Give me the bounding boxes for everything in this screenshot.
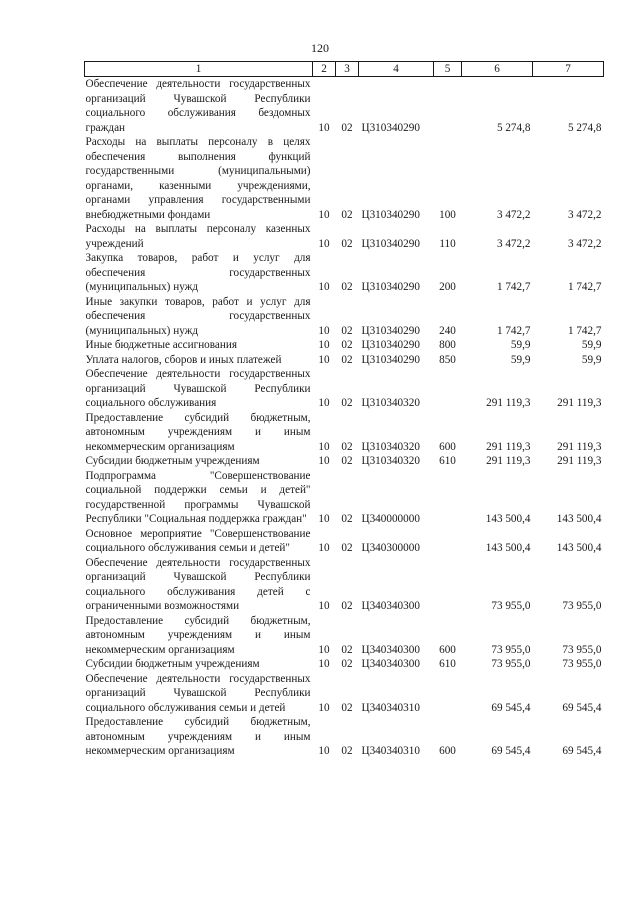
table-row (85, 295, 604, 339)
row-section-cell: 10 (318, 513, 330, 525)
header-cell-name: 1 (85, 62, 313, 77)
row-amount-2-cell: 5 274,8 (567, 121, 602, 134)
row-amount-1-cell: 291 119,3 (486, 397, 531, 409)
row-expense-type-cell (434, 367, 462, 411)
table-row (85, 527, 604, 556)
table-body (85, 77, 604, 759)
table-row (85, 338, 604, 353)
table-row (85, 77, 604, 136)
table-row (85, 367, 604, 411)
row-expense-type-cell: 600 (439, 745, 456, 757)
row-target-code-cell: Ц340340300 (361, 600, 420, 612)
row-expense-type-cell (434, 672, 462, 716)
table-row (85, 353, 604, 368)
row-subsection-cell: 02 (341, 542, 353, 554)
row-expense-type-cell (434, 527, 462, 556)
row-expense-type-cell: 600 (439, 440, 456, 453)
row-amount-2-cell: 73 955,0 (562, 643, 602, 656)
row-amount-1-cell: 3 472,2 (496, 237, 531, 250)
row-subsection-cell: 02 (341, 701, 353, 714)
row-section-cell: 10 (318, 353, 330, 366)
row-amount-1-cell: 3 472,2 (496, 208, 531, 221)
row-subsection-cell: 02 (341, 658, 353, 670)
row-target-code-cell: Ц310340290 (361, 324, 420, 337)
row-name-cell: Предоставление субсидий бюджетным, автономным учреждениям и иным некоммерческим организациям (85, 411, 311, 453)
row-section-cell: 10 (318, 339, 330, 351)
table-row (85, 672, 604, 716)
row-target-code-cell: Ц310340290 (361, 281, 420, 293)
row-name-cell: Закупка товаров, работ и услуг для обеспечения государственных (муниципальных) нужд (85, 252, 311, 293)
header-cell-subsection: 3 (336, 62, 359, 77)
header-row (85, 62, 604, 77)
table-row (85, 222, 604, 251)
header-cell-expense-type: 5 (434, 62, 462, 77)
row-name-cell: Основное мероприятие "Совершенствование социального обслуживания семьи и детей" (85, 527, 311, 554)
row-name-cell: Предоставление субсидий бюджетным, автономным учреждениям и иным некоммерческим организациям (85, 614, 311, 656)
table-row (85, 715, 604, 759)
row-target-code-cell: Ц340000000 (361, 513, 420, 525)
header-cell-amount-2: 7 (533, 62, 604, 77)
row-amount-1-cell: 143 500,4 (485, 513, 531, 525)
row-amount-1-cell: 59,9 (510, 339, 531, 351)
table-row (85, 469, 604, 527)
row-amount-1-cell: 73 955,0 (491, 643, 531, 656)
row-name-cell: Субсидии бюджетным учреждениям (85, 658, 260, 670)
row-subsection-cell: 02 (341, 353, 353, 366)
row-section-cell: 10 (318, 397, 330, 409)
row-target-code-cell: Ц310340290 (361, 121, 420, 134)
row-target-code-cell: Ц340340300 (361, 643, 420, 656)
row-subsection-cell: 02 (341, 513, 353, 525)
row-expense-type-cell: 610 (439, 455, 456, 467)
row-amount-1-cell: 1 742,7 (496, 281, 531, 293)
row-name-cell: Предоставление субсидий бюджетным, автономным учреждениям и иным некоммерческим организациям (85, 716, 311, 757)
row-name-cell: Обеспечение деятельности государственных организаций Чувашской Республики социального обслуживания бездомных граждан (85, 78, 311, 134)
row-subsection-cell: 02 (341, 339, 353, 351)
table-row (85, 411, 604, 455)
row-subsection-cell: 02 (341, 324, 353, 337)
row-amount-1-cell: 73 955,0 (491, 600, 531, 612)
row-name-cell: Обеспечение деятельности государственных организаций Чувашской Республики социального обслуживания детей с ограниченными возможностями (85, 556, 311, 612)
row-amount-1-cell: 69 545,4 (491, 701, 531, 714)
row-target-code-cell: Ц310340290 (361, 339, 420, 351)
row-target-code-cell: Ц310340290 (361, 208, 420, 221)
row-amount-1-cell: 291 119,3 (486, 455, 531, 467)
row-amount-2-cell: 69 545,4 (562, 701, 602, 714)
row-amount-2-cell: 143 500,4 (556, 513, 602, 525)
row-amount-1-cell: 1 742,7 (496, 324, 531, 337)
header-cell-section: 2 (313, 62, 336, 77)
row-section-cell: 10 (318, 208, 330, 221)
row-name-cell: Расходы на выплаты персоналу казенных учреждений (85, 223, 311, 250)
table-row (85, 251, 604, 295)
row-subsection-cell: 02 (341, 643, 353, 656)
row-subsection-cell: 02 (341, 600, 353, 612)
row-amount-1-cell: 69 545,4 (491, 745, 531, 757)
table-row (85, 556, 604, 614)
row-target-code-cell: Ц310340320 (361, 397, 420, 409)
row-amount-1-cell: 59,9 (510, 353, 531, 366)
row-name-cell: Иные закупки товаров, работ и услуг для обеспечения государственных (муниципальных) нужд (85, 295, 311, 337)
row-subsection-cell: 02 (341, 397, 353, 409)
row-expense-type-cell: 600 (439, 643, 456, 656)
row-subsection-cell: 02 (341, 121, 353, 134)
row-expense-type-cell (434, 77, 462, 136)
row-expense-type-cell (434, 556, 462, 614)
row-amount-2-cell: 1 742,7 (567, 281, 602, 293)
row-target-code-cell: Ц310340320 (361, 455, 420, 467)
row-subsection-cell: 02 (341, 208, 353, 221)
row-expense-type-cell: 800 (439, 339, 456, 351)
row-amount-1-cell: 291 119,3 (486, 440, 531, 453)
row-target-code-cell: Ц340340310 (361, 701, 420, 714)
row-section-cell: 10 (318, 542, 330, 554)
row-amount-2-cell: 1 742,7 (567, 324, 602, 337)
row-amount-2-cell: 3 472,2 (567, 237, 602, 250)
row-section-cell: 10 (318, 600, 330, 612)
row-amount-2-cell: 291 119,3 (557, 440, 602, 453)
row-expense-type-cell (434, 469, 462, 527)
row-target-code-cell: Ц340340310 (361, 745, 420, 757)
row-name-cell: Подпрограмма "Совершенствование социальной поддержки семьи и детей" государственной программы Чувашской Республики "Социальная поддержка граждан" (85, 469, 311, 525)
row-amount-2-cell: 73 955,0 (562, 600, 602, 612)
page-number: 120 (311, 41, 329, 55)
row-expense-type-cell: 850 (439, 353, 456, 366)
row-name-cell: Уплата налогов, сборов и иных платежей (85, 353, 282, 366)
row-amount-2-cell: 69 545,4 (562, 745, 602, 757)
table-header (85, 62, 604, 77)
row-name-cell: Субсидии бюджетным учреждениям (85, 455, 260, 467)
row-amount-2-cell: 73 955,0 (562, 658, 602, 670)
row-amount-2-cell: 143 500,4 (556, 542, 602, 554)
budget-table (84, 61, 604, 759)
row-amount-2-cell: 291 119,3 (557, 397, 602, 409)
row-section-cell: 10 (318, 701, 330, 714)
row-section-cell: 10 (318, 440, 330, 453)
row-expense-type-cell: 100 (439, 208, 456, 221)
table-row (85, 657, 604, 672)
row-target-code-cell: Ц310340320 (361, 440, 420, 453)
row-amount-1-cell: 73 955,0 (491, 658, 531, 670)
row-target-code-cell: Ц340300000 (361, 542, 420, 554)
row-section-cell: 10 (318, 324, 330, 337)
header-cell-amount-1: 6 (462, 62, 533, 77)
row-section-cell: 10 (318, 237, 330, 250)
row-name-cell: Обеспечение деятельности государственных организаций Чувашской Республики социального обслуживания семьи и детей (85, 672, 311, 714)
table-row (85, 454, 604, 469)
row-expense-type-cell: 110 (439, 237, 456, 250)
row-subsection-cell: 02 (341, 281, 353, 293)
row-section-cell: 10 (318, 455, 330, 467)
header-cell-target-code: 4 (359, 62, 434, 77)
row-subsection-cell: 02 (341, 455, 353, 467)
row-amount-1-cell: 5 274,8 (496, 121, 531, 134)
row-expense-type-cell: 200 (439, 281, 456, 293)
row-amount-2-cell: 291 119,3 (557, 455, 602, 467)
row-name-cell: Иные бюджетные ассигнования (85, 339, 237, 351)
row-section-cell: 10 (318, 658, 330, 670)
row-amount-2-cell: 3 472,2 (567, 208, 602, 221)
row-subsection-cell: 02 (341, 440, 353, 453)
row-subsection-cell: 02 (341, 745, 353, 757)
row-name-cell: Обеспечение деятельности государственных организаций Чувашской Республики социального обслуживания (85, 368, 311, 409)
table-row (85, 614, 604, 658)
row-section-cell: 10 (318, 643, 330, 656)
row-expense-type-cell: 240 (439, 324, 456, 337)
table-row (85, 135, 604, 222)
row-name-cell: Расходы на выплаты персоналу в целях обеспечения выполнения функций государственными (муниципальными) органами, казенными учреждениями, органами управления государственными внебюджетными фондами (85, 136, 311, 221)
row-amount-2-cell: 59,9 (581, 339, 602, 351)
row-target-code-cell: Ц310340290 (361, 237, 420, 250)
row-expense-type-cell: 610 (439, 658, 456, 670)
row-subsection-cell: 02 (341, 237, 353, 250)
row-target-code-cell: Ц310340290 (361, 353, 420, 366)
row-amount-2-cell: 59,9 (581, 353, 602, 366)
row-section-cell: 10 (318, 745, 330, 757)
row-section-cell: 10 (318, 121, 330, 134)
row-amount-1-cell: 143 500,4 (485, 542, 531, 554)
row-target-code-cell: Ц340340300 (361, 658, 420, 670)
row-section-cell: 10 (318, 281, 330, 293)
